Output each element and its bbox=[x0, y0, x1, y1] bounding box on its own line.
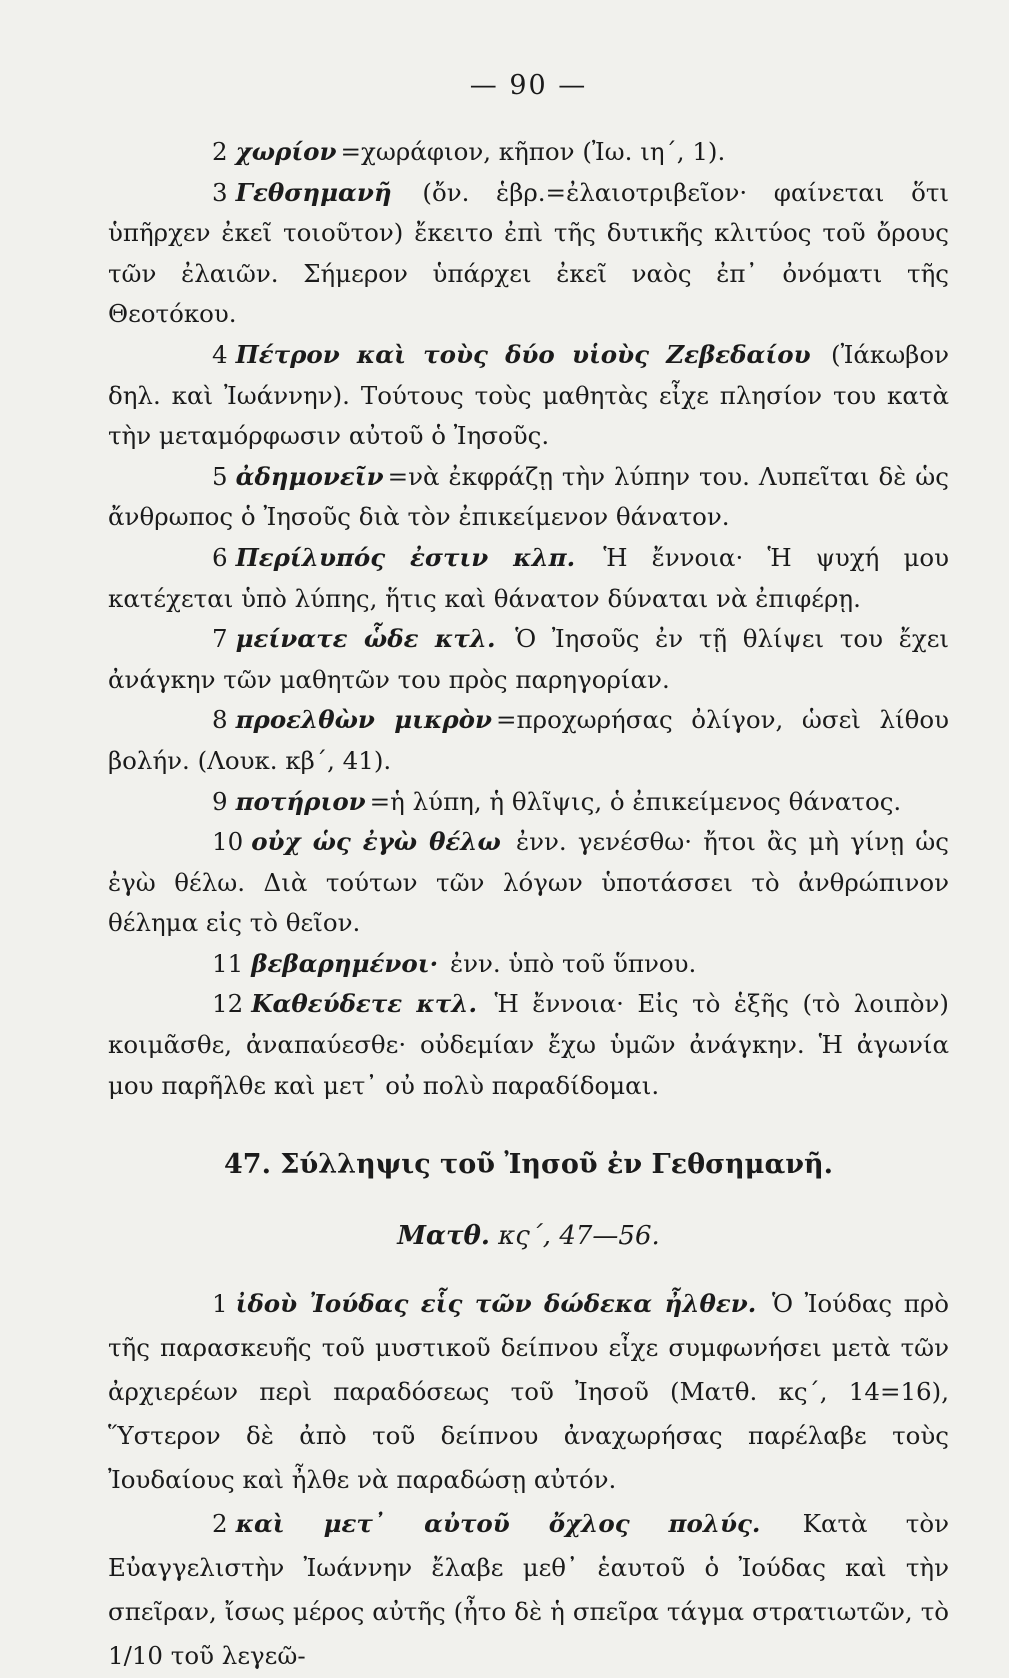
note-text: Ἡ ἔννοια· Ἡ ψυχή μου κατέχεται ὑπὸ λύπης, ἥτις καὶ θάνατον δύναται νὰ ἐπιφέρῃ. bbox=[108, 542, 950, 613]
page-number: — 90 — bbox=[469, 70, 588, 101]
note-lemma: ἰδοὺ Ἰούδας εἷς τῶν δώδεκα ἦλθεν. bbox=[235, 1289, 757, 1319]
note-3 bbox=[108, 173, 949, 335]
note-lemma: Καθεύδετε κτλ. bbox=[251, 989, 477, 1019]
note-text: Κατὰ τὸν Εὐαγγελιστὴν Ἰωάννην ἔλαβε μεθ᾽ ἑαυτοῦ ὁ Ἰούδας καὶ τὴν σπεῖραν, ἴσως μέρος αὐτῆς (ἦτο δὲ ἡ σπεῖρα τάγμα στρατιωτῶν, τὸ 1/10 τοῦ λεγεῶ- bbox=[108, 1509, 949, 1671]
note-number: 3 bbox=[212, 177, 228, 207]
commentary-notes bbox=[108, 132, 949, 1106]
note-6 bbox=[108, 538, 949, 619]
reference-book: Ματθ. bbox=[397, 1221, 490, 1252]
note-text: ἐνν. ὑπὸ τοῦ ὕπνου. bbox=[449, 948, 697, 978]
note-10 bbox=[108, 822, 949, 944]
note-number: 2 bbox=[212, 137, 228, 166]
note-number: 8 bbox=[212, 705, 228, 735]
note-number: 4 bbox=[212, 339, 228, 369]
section-note-2 bbox=[108, 1502, 949, 1678]
note-8 bbox=[108, 700, 949, 781]
note-lemma: Περίλυπός ἐστιν κλπ. bbox=[235, 542, 576, 572]
note-text: =ἡ λύπη, ἡ θλῖψις, ὁ ἐπικείμενος θάνατος. bbox=[369, 786, 902, 816]
note-text: (ὄν. ἑβρ.=ἐλαιοτριβεῖον· φαίνεται ὅτι ὑπῆρχεν ἐκεῖ τοιοῦτον) ἔκειτο ἐπὶ τῆς δυτικῆς κλιτύος τοῦ ὄρους τῶν ἐλαιῶν. Σήμερον ὑπάρχει ἐκεῖ ναὸς ἐπ᾽ ὀνόματι τῆς Θεοτόκου. bbox=[108, 177, 949, 329]
note-number: 10 bbox=[212, 827, 244, 857]
note-text: ἐνν. γενέσθω· ἤτοι ἂς μὴ γίνῃ ὡς ἐγὼ θέλω. Διὰ τούτων τῶν λόγων ὑποτάσσει τὸ ἀνθρώπινον θέλημα εἰς τὸ θεῖον. bbox=[108, 827, 949, 938]
note-5 bbox=[108, 457, 949, 538]
note-lemma: μείνατε ὧδε κτλ. bbox=[235, 624, 496, 654]
note-12 bbox=[108, 984, 949, 1106]
note-number: 1 bbox=[212, 1289, 228, 1319]
note-lemma: Γεθσημανῆ bbox=[235, 177, 392, 207]
note-text: Ἡ ἔννοια· Εἰς τὸ ἑξῆς (τὸ λοιπὸν) κοιμᾶσθε, ἀναπαύεσθε· οὐδεμίαν ἔχω ὑμῶν ἀνάγκην. Ἡ ἀγωνία μου παρῆλθε καὶ μετ᾽ οὐ πολὺ παραδίδομαι. bbox=[108, 989, 949, 1100]
reference-chapter-verses: κς΄, 47—56. bbox=[489, 1221, 660, 1252]
note-number: 5 bbox=[212, 461, 228, 491]
note-lemma: βεβαρημένοι· bbox=[251, 948, 439, 978]
note-number: 6 bbox=[212, 542, 228, 572]
note-lemma: χωρίον bbox=[235, 137, 337, 166]
note-number: 2 bbox=[212, 1509, 228, 1539]
note-lemma: ποτήριον bbox=[235, 786, 366, 816]
note-text: Ὁ Ἰησοῦς ἐν τῇ θλίψει του ἔχει ἀνάγκην τῶν μαθητῶν του πρὸς παρηγορίαν. bbox=[108, 624, 949, 694]
note-number: 12 bbox=[212, 989, 244, 1019]
section-reference bbox=[108, 1216, 949, 1256]
note-lemma: προελθὼν μικρὸν bbox=[235, 705, 493, 735]
note-text: =χωράφιον, κῆπον (Ἰω. ιη΄, 1). bbox=[340, 137, 726, 166]
note-text: Ὁ Ἰούδας πρὸ τῆς παρασκευῆς τοῦ μυστικοῦ δείπνου εἶχε συμφωνήσει μετὰ τῶν ἀρχιερέων περὶ παραδόσεως τοῦ Ἰησοῦ (Ματθ. κς΄, 14=16), Ὕστερον δὲ ἀπὸ τοῦ δείπνου ἀναχωρήσας παρέλαβε τοὺς Ἰουδαίους καὶ ἦλθε νὰ παραδώσῃ αὐτόν. bbox=[108, 1289, 950, 1495]
note-lemma: ἀδημονεῖν bbox=[235, 461, 384, 491]
note-9 bbox=[108, 782, 949, 823]
note-number: 7 bbox=[212, 624, 228, 654]
section-note-1 bbox=[108, 1282, 949, 1502]
note-11 bbox=[108, 944, 949, 985]
section-notes bbox=[108, 1282, 949, 1678]
note-text: =νὰ ἐκφράζῃ τὴν λύπην του. Λυπεῖται δὲ ὡς ἄνθρωπος ὁ Ἰησοῦς διὰ τὸν ἐπικείμενον θάνατον. bbox=[108, 461, 949, 532]
note-lemma: καὶ μετ᾽ αὐτοῦ ὄχλος πολύς. bbox=[235, 1509, 761, 1539]
note-number: 11 bbox=[212, 948, 244, 978]
note-4 bbox=[108, 335, 949, 457]
note-text: =προχωρήσας ὀλίγον, ὡσεὶ λίθου βολήν. (Λουκ. κβ΄, 41). bbox=[108, 705, 949, 775]
note-lemma: οὐχ ὡς ἐγὼ θέλω bbox=[251, 827, 501, 857]
note-2 bbox=[108, 132, 949, 173]
section-title: 47. Σύλληψις τοῦ Ἰησοῦ ἐν Γεθσημανῆ. bbox=[224, 1149, 833, 1181]
note-text: (Ἰάκωβον δηλ. καὶ Ἰωάννην). Τούτους τοὺς μαθητὰς εἶχε πλησίον του κατὰ τὴν μεταμόρφωσιν αὐτοῦ ὁ Ἰησοῦς. bbox=[108, 339, 949, 451]
note-lemma: Πέτρον καὶ τοὺς δύο υἱοὺς Ζεβεδαίου bbox=[235, 339, 811, 369]
note-7 bbox=[108, 619, 949, 700]
note-number: 9 bbox=[212, 786, 228, 816]
